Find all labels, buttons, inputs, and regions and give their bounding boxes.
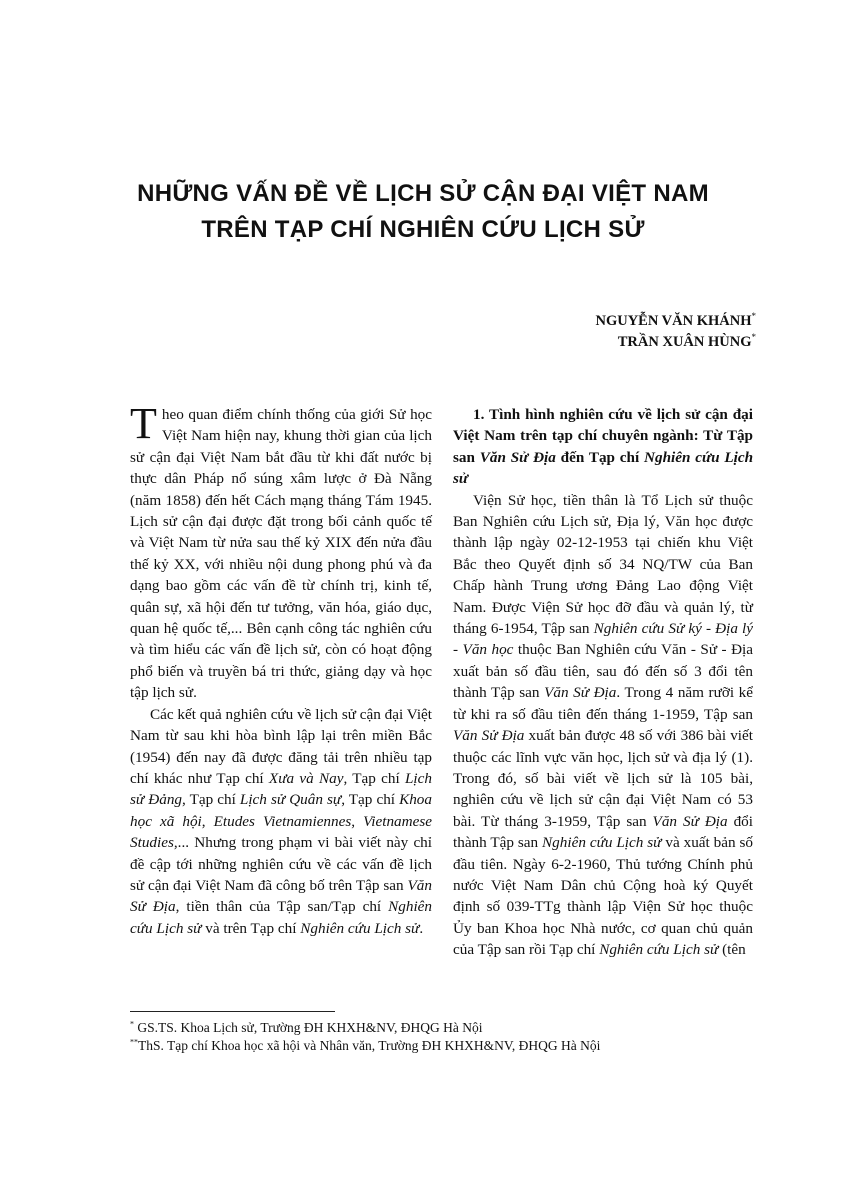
author-2: [595, 332, 756, 353]
author-1: [595, 311, 756, 332]
footnote-1: * GS.TS. Khoa Lịch sử, Trường ĐH KHXH&NV, ĐHQG Hà Nội: [130, 1019, 483, 1035]
title-line-1: NHỮNG VẤN ĐỀ VỀ LỊCH SỬ CẬN ĐẠI VIỆT NAM: [137, 180, 709, 207]
footnote-divider: [130, 1011, 335, 1012]
footnote-2: **ThS. Tạp chí Khoa học xã hội và Nhân văn, Trường ĐH KHXH&NV, ĐHQG Hà Nội: [130, 1037, 601, 1053]
right-column: [453, 404, 753, 961]
author-list: [595, 311, 756, 353]
intro-paragraph: Theo quan điểm chính thống của giới Sử học Việt Nam hiện nay, khung thời gian của lịch sử cận đại Việt Nam bắt đầu từ khi đất nước bị thực dân Pháp nổ súng xâm lược ở Đà Nẵng (năm 1858) đến hết Cách mạng tháng Tám 1945. Lịch sử cận đại được đặt trong bối cảnh quốc tế và Việt Nam từ nửa sau thế kỷ XIX đến nửa đầu thế kỷ XX, với nhiều nội dung phong phú và đa dạng bao gồm các vấn đề từ chính trị, kinh tế, quân sự, xã hội đến tư tưởng, văn hóa, giáo dục, quan hệ quốc tế,... Bên cạnh công tác nghiên cứu và tìm hiểu các vấn đề lịch sử, còn có hoạt động phổ biến và truyền bá tri thức, giảng dạy và học tập lịch sử.: [130, 399, 432, 702]
section-heading: 1. Tình hình nghiên cứu về lịch sử cận đại Việt Nam trên tạp chí chuyên ngành: Từ Tập san Văn Sử Địa đến Tạp chí Nghiên cứu Lịch sử: [453, 406, 754, 488]
author-name: NGUYỄN VĂN KHÁNH: [595, 313, 752, 329]
author-footnote-mark: *: [751, 311, 756, 322]
author-footnote-mark: *: [751, 332, 756, 343]
author-name: TRẦN XUÂN HÙNG: [617, 334, 752, 350]
body-paragraph: Viện Sử học, tiền thân là Tổ Lịch sử thuộc Ban Nghiên cứu Lịch sử, Địa lý, Văn học được thành lập ngày 02-12-1953 tại chiến khu Việt Bắc theo Quyết định số 34 NQ/TW của Ban Chấp hành Trung ương Đảng Lao động Việt Nam. Được Viện Sử học đỡ đầu và quản lý, từ tháng 6-1954, Tập san Nghiên cứu Sử ký - Địa lý - Văn học thuộc Ban Nghiên cứu Văn - Sử - Địa xuất bản số đầu tiên, sau đó đến số 3 đổi tên thành Tập san Văn Sử Địa. Trong 4 năm rưỡi kể từ khi ra số đầu tiên đến tháng 1-1959, Tập san Văn Sử Địa xuất bản được 48 số với 386 bài viết thuộc các lĩnh vực văn học, lịch sử và địa lý (1). Trong đó, số bài viết về lịch sử là 105 bài, nghiên cứu về lịch sử cận đại Việt Nam có 53 bài. Từ tháng 3-1959, Tập san Văn Sử Địa đổi thành Tập san Nghiên cứu Lịch sử và xuất bản số đầu tiên. Ngày 6-2-1960, Thủ tướng Chính phủ nước Việt Nam Dân chủ Cộng hoà ký Quyết định số 039-TTg thành lập Viện Sử học thuộc Ủy ban Khoa học Nhà nước, cơ quan chủ quản của Tập san rồi Tạp chí Nghiên cứu Lịch sử (tên: [453, 491, 754, 959]
drop-cap: T: [130, 399, 157, 448]
article-title: [60, 176, 786, 248]
body-paragraph: Các kết quả nghiên cứu về lịch sử cận đại Việt Nam từ sau khi hòa bình lập lại trên miền Bắc (1954) đến nay đã được đăng tải trên nhiều tạp chí khác như Tạp chí Xưa và Nay, Tạp chí Lịch sử Đảng, Tạp chí Lịch sử Quân sự, Tạp chí Khoa học xã hội, Etudes Vietnamiennes, Vietnamese Studies,... Nhưng trong phạm vi bài viết này chỉ đề cập tới những nghiên cứu về các vấn đề lịch sử cận đại Việt Nam đã công bố trên Tập san Văn Sử Địa, tiền thân của Tập san/Tạp chí Nghiên cứu Lịch sử và trên Tạp chí Nghiên cứu Lịch sử.: [130, 705, 433, 937]
footnotes: [130, 1019, 770, 1055]
title-line-2: TRÊN TẠP CHÍ NGHIÊN CỨU LỊCH SỬ: [201, 216, 645, 243]
left-column: [130, 399, 433, 939]
